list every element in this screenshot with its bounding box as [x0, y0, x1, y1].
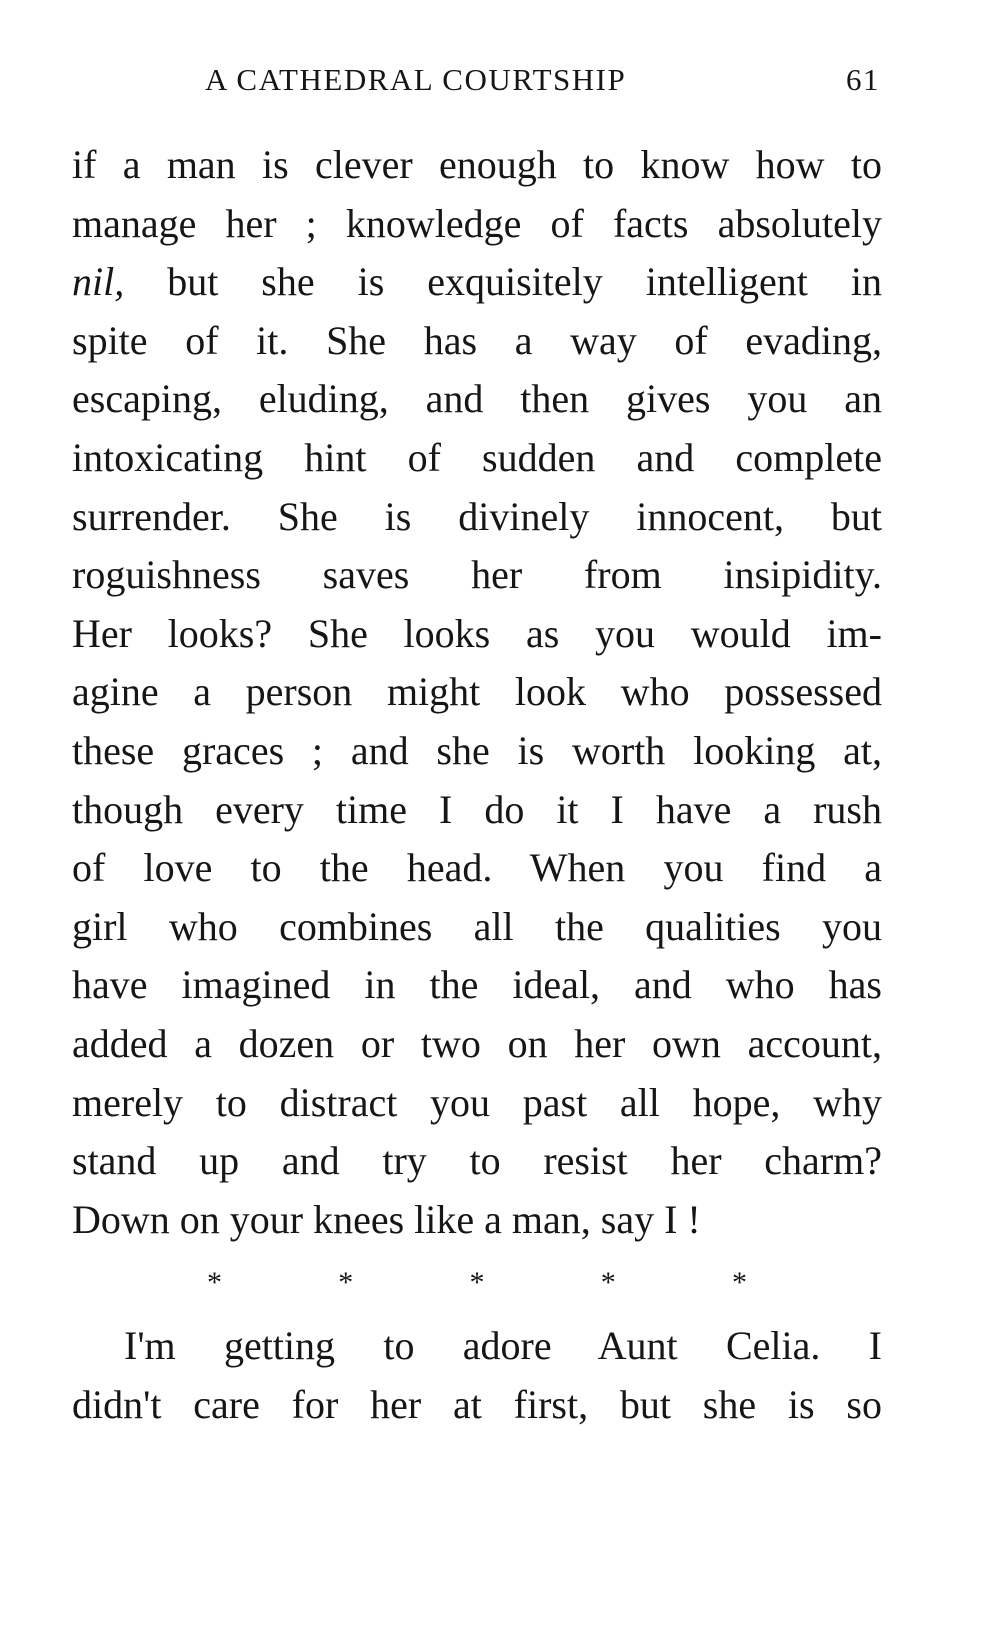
- text-line: agine a person might look who possessed: [72, 669, 882, 715]
- text-line: roguishness saves her from insipidity.: [72, 552, 882, 598]
- running-head: [205, 62, 880, 102]
- text-line-rest: but she is exquisitely intelligent in: [167, 259, 882, 305]
- text-line: manage her ; knowledge of facts absolutely: [72, 200, 882, 246]
- body-text: [72, 136, 882, 1434]
- text-line: added a dozen or two on her own account,: [72, 1020, 882, 1066]
- text-line: of love to the head. When you find a: [72, 845, 882, 891]
- text-line: merely to distract you past all hope, why: [72, 1079, 882, 1125]
- text-line: didn't care for her at first, but she is so: [72, 1381, 882, 1427]
- text-line: [72, 253, 882, 312]
- asterisk: *: [338, 1266, 354, 1300]
- text-line: have imagined in the ideal, and who has: [72, 962, 882, 1008]
- text-line: stand up and try to resist her charm?: [72, 1138, 882, 1184]
- section-break: [207, 1249, 747, 1317]
- asterisk: *: [732, 1266, 747, 1300]
- asterisk: *: [600, 1266, 616, 1300]
- text-line: girl who combines all the qualities you: [72, 903, 882, 949]
- text-line: spite of it. She has a way of evading,: [72, 317, 882, 363]
- text-line: these graces ; and she is worth looking at,: [72, 727, 882, 773]
- text-line: though every time I do it I have a rush: [72, 786, 882, 832]
- page-number: 61: [846, 62, 880, 97]
- text-line: I'm getting to adore Aunt Celia. I: [124, 1323, 882, 1369]
- text-line: intoxicating hint of sudden and complete: [72, 434, 882, 480]
- asterisk: *: [469, 1266, 485, 1300]
- text-line: Down on your knees like a man, say I !: [72, 1196, 701, 1242]
- text-line: escaping, eluding, and then gives you an: [72, 376, 882, 422]
- italic-word: nil,: [72, 259, 125, 305]
- text-line: Her looks? She looks as you would im-: [72, 610, 882, 656]
- text-line: surrender. She is divinely innocent, but: [72, 493, 882, 539]
- text-line: if a man is clever enough to know how to: [72, 142, 882, 187]
- running-head-title: A CATHEDRAL COURTSHIP: [205, 62, 627, 97]
- paragraph: [72, 1317, 882, 1434]
- paragraph: [72, 136, 882, 1249]
- asterisk: *: [207, 1266, 222, 1300]
